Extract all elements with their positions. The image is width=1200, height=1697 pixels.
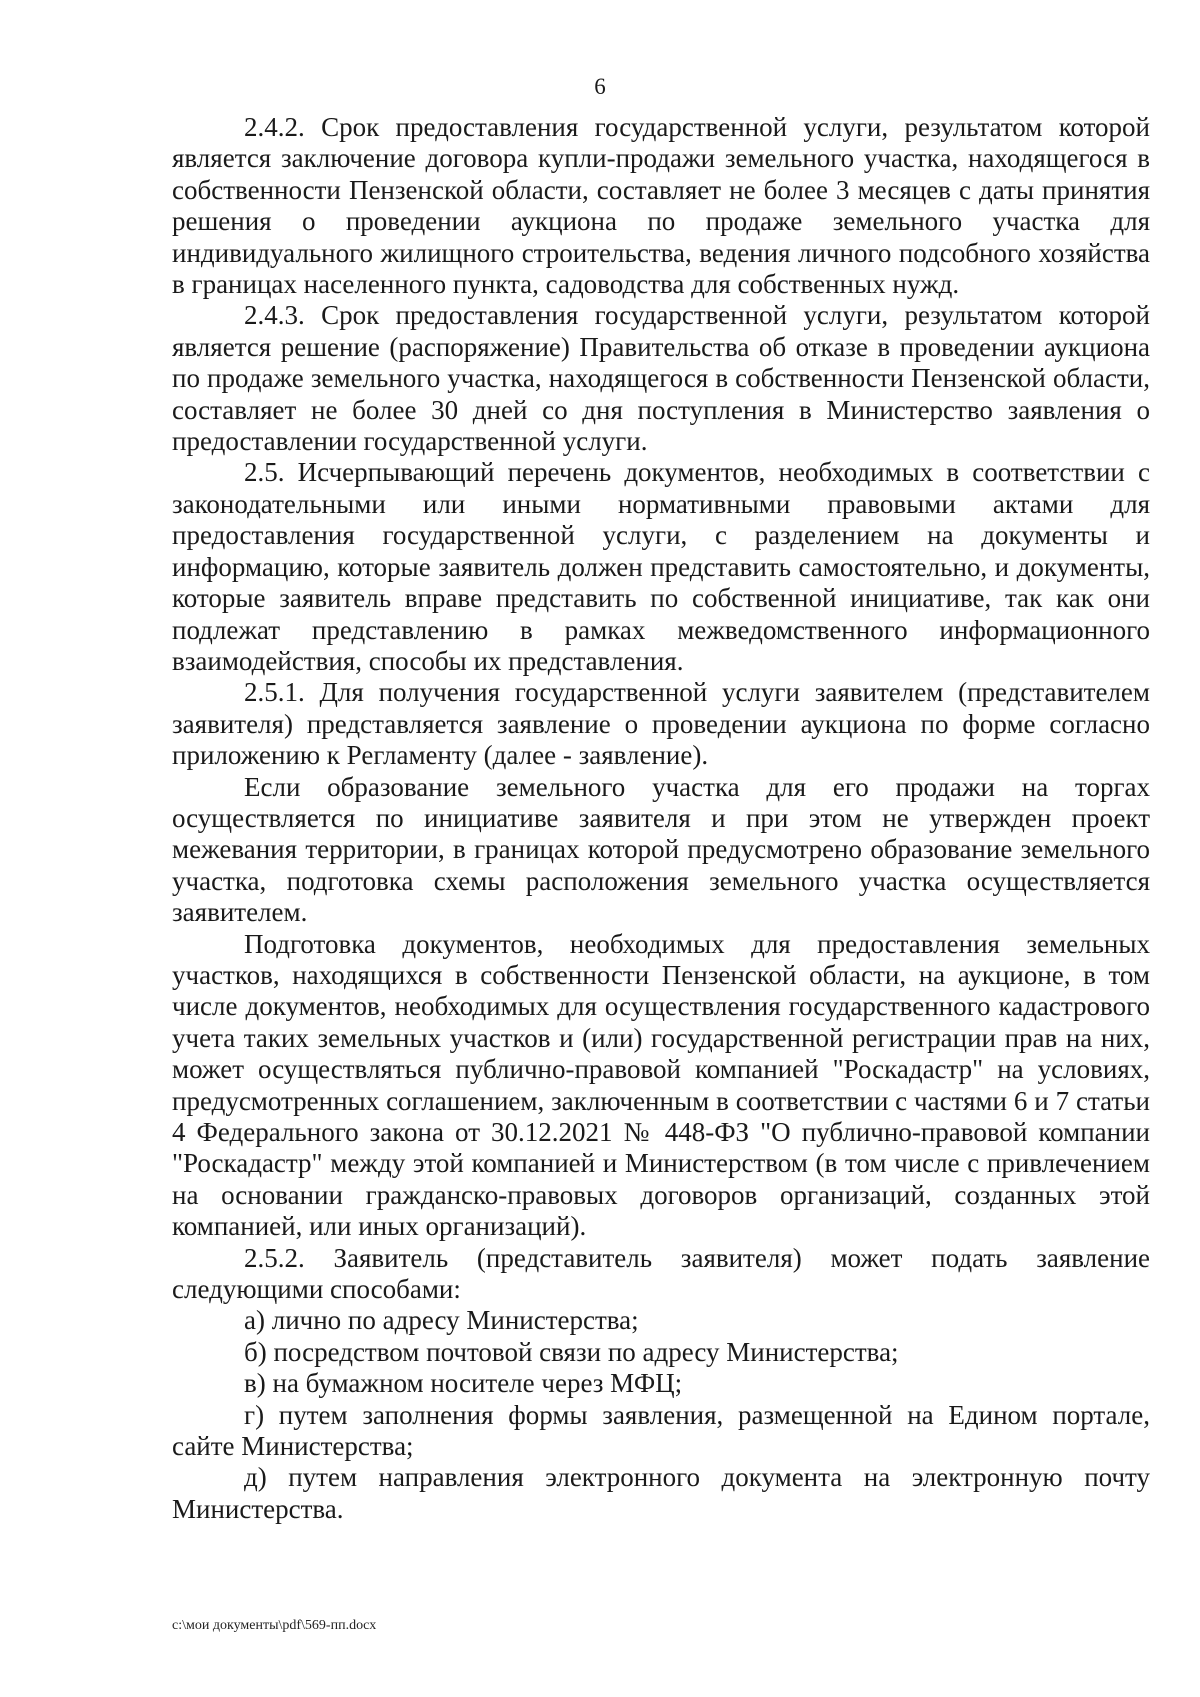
paragraph-roskadastr: Подготовка документов, необходимых для предоставления земельных участков, находящихся в собственности Пензенской области, на аукционе, в том числе документов, необходимых для осуществления государственного кадастрового учета таких земельных участков и (или) государственной регистрации прав на них, может осуществляться публично-правовой компанией "Роскадастр" на условиях, предусмотренных соглашением, заключенным в соответствии с частями 6 и 7 статьи 4 Федерального закона от 30.12.2021 № 448-ФЗ "О публично-правовой компании "Роскадастр" между этой компанией и Министерством (в том числе с привлечением на основании гражданско-правовых договоров организаций, созданных этой компанией, или иных организаций). [172,928,1150,1242]
document-body [172,112,1150,1525]
list-item-b: б) посредством почтовой связи по адресу Министерства; [244,1336,899,1367]
list-item-a: а) лично по адресу Министерства; [244,1305,639,1336]
paragraph-2-4-3: 2.4.3. Срок предоставления государственной услуги, результатом которой является решение (распоряжение) Правительства об отказе в проведении аукциона по продаже земельного участка, находящегося в собственности Пензенской области, составляет не более 30 дней со дня поступления в Министерство заявления о предоставлении государственной услуги. [172,300,1150,457]
footer-file-path: c:\мои документы\pdf\569-пп.docx [172,1618,377,1633]
paragraph-2-4-2: 2.4.2. Срок предоставления государственной услуги, результатом которой является заключение договора купли-продажи земельного участка, находящегося в собственности Пензенской области, составляет не более 3 месяцев с даты принятия решения о проведении аукциона по продаже земельного участка для индивидуального жилищного строительства, ведения личного подсобного хозяйства в границах населенного пункта, садоводства для собственных нужд. [172,112,1150,300]
list-item-v: в) на бумажном носителе через МФЦ; [244,1368,683,1399]
paragraph-2-5-2: 2.5.2. Заявитель (представитель заявителя) может подать заявление следующими способами: [172,1242,1150,1305]
list-item-g: г) путем заполнения формы заявления, размещенной на Едином портале, сайте Министерства; [172,1399,1150,1462]
paragraph-land-formation: Если образование земельного участка для его продажи на торгах осуществляется по инициативе заявителя и при этом не утвержден проект межевания территории, в границах которой предусмотрено образование земельного участка, подготовка схемы расположения земельного участка осуществляется заявителем. [172,771,1150,928]
paragraph-2-5: 2.5. Исчерпывающий перечень документов, необходимых в соответствии с законодательными или иными нормативными правовыми актами для предоставления государственной услуги, с разделением на документы и информацию, которые заявитель должен представить самостоятельно, и документы, которые заявитель вправе представить по собственной инициативе, так как они подлежат представлению в рамках межведомственного информационного взаимодействия, способы их представления. [172,457,1150,676]
paragraph-2-5-1: 2.5.1. Для получения государственной услуги заявителем (представителем заявителя) представляется заявление о проведении аукциона по форме согласно приложению к Регламенту (далее - заявление). [172,677,1150,771]
list-item-d: д) путем направления электронного документа на электронную почту Министерства. [172,1462,1150,1524]
page-number: 6 [594,74,606,99]
